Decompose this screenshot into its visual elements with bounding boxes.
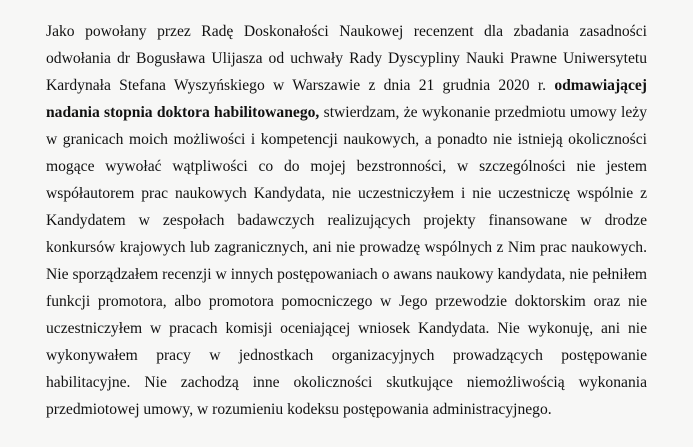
text-segment: stwierdzam, że wykonanie przedmiotu umowy leży bbox=[323, 104, 647, 121]
paragraph-line bbox=[46, 72, 647, 99]
paragraph-line: odwołania dr Bogusława Ulijasza od uchwały Rady Dyscypliny Nauki Prawne Uniwersytetu bbox=[46, 50, 647, 67]
paragraph-line: przedmiotowej umowy, w rozumieniu kodeksu postępowania administracyjnego. bbox=[46, 401, 552, 418]
paragraph-line: współautorem prac naukowych Kandydata, nie uczestniczyłem i nie uczestniczę wspólnie z bbox=[46, 185, 647, 202]
paragraph-line: Jako powołany przez Radę Doskonałości Naukowej recenzent dla zbadania zasadności bbox=[46, 23, 647, 40]
bold-text-segment: odmawiającej bbox=[554, 77, 647, 94]
paragraph-line bbox=[46, 99, 647, 126]
paragraph-line: Kandydatem w zespołach badawczych realizujących projekty finansowane w drodze bbox=[46, 212, 647, 229]
paragraph-line: funkcji promotora, albo promotora pomocniczego w Jego przewodzie doktorskim oraz nie bbox=[46, 293, 647, 310]
paragraph-line: w granicach moich możliwości i kompetencji naukowych, a ponadto nie istnieją okoliczności bbox=[46, 131, 647, 148]
bold-text-segment: nadania stopnia doktora habilitowanego, bbox=[46, 104, 320, 121]
text-segment: Kardynała Stefana Wyszyńskiego w Warszawie z dnia 21 grudnia 2020 r. bbox=[46, 77, 547, 94]
paragraph-line: mogące wywołać wątpliwości co do mojej bezstronności, w szczególności nie jestem bbox=[46, 158, 647, 175]
paragraph-line: konkursów krajowych lub zagranicznych, ani nie prowadzę wspólnych z Nim prac naukowych. bbox=[46, 239, 647, 256]
paragraph-line: wykonywałem pracy w jednostkach organizacyjnych prowadzących postępowanie bbox=[46, 347, 647, 364]
paragraph-line: habilitacyjne. Nie zachodzą inne okoliczności skutkujące niemożliwością wykonania bbox=[46, 374, 647, 391]
paragraph-line: uczestniczyłem w pracach komisji oceniającej wniosek Kandydata. Nie wykonuję, ani nie bbox=[46, 320, 647, 337]
paragraph-line: Nie sporządzałem recenzji w innych postępowaniach o awans naukowy kandydata, nie pełniłem bbox=[46, 266, 647, 283]
